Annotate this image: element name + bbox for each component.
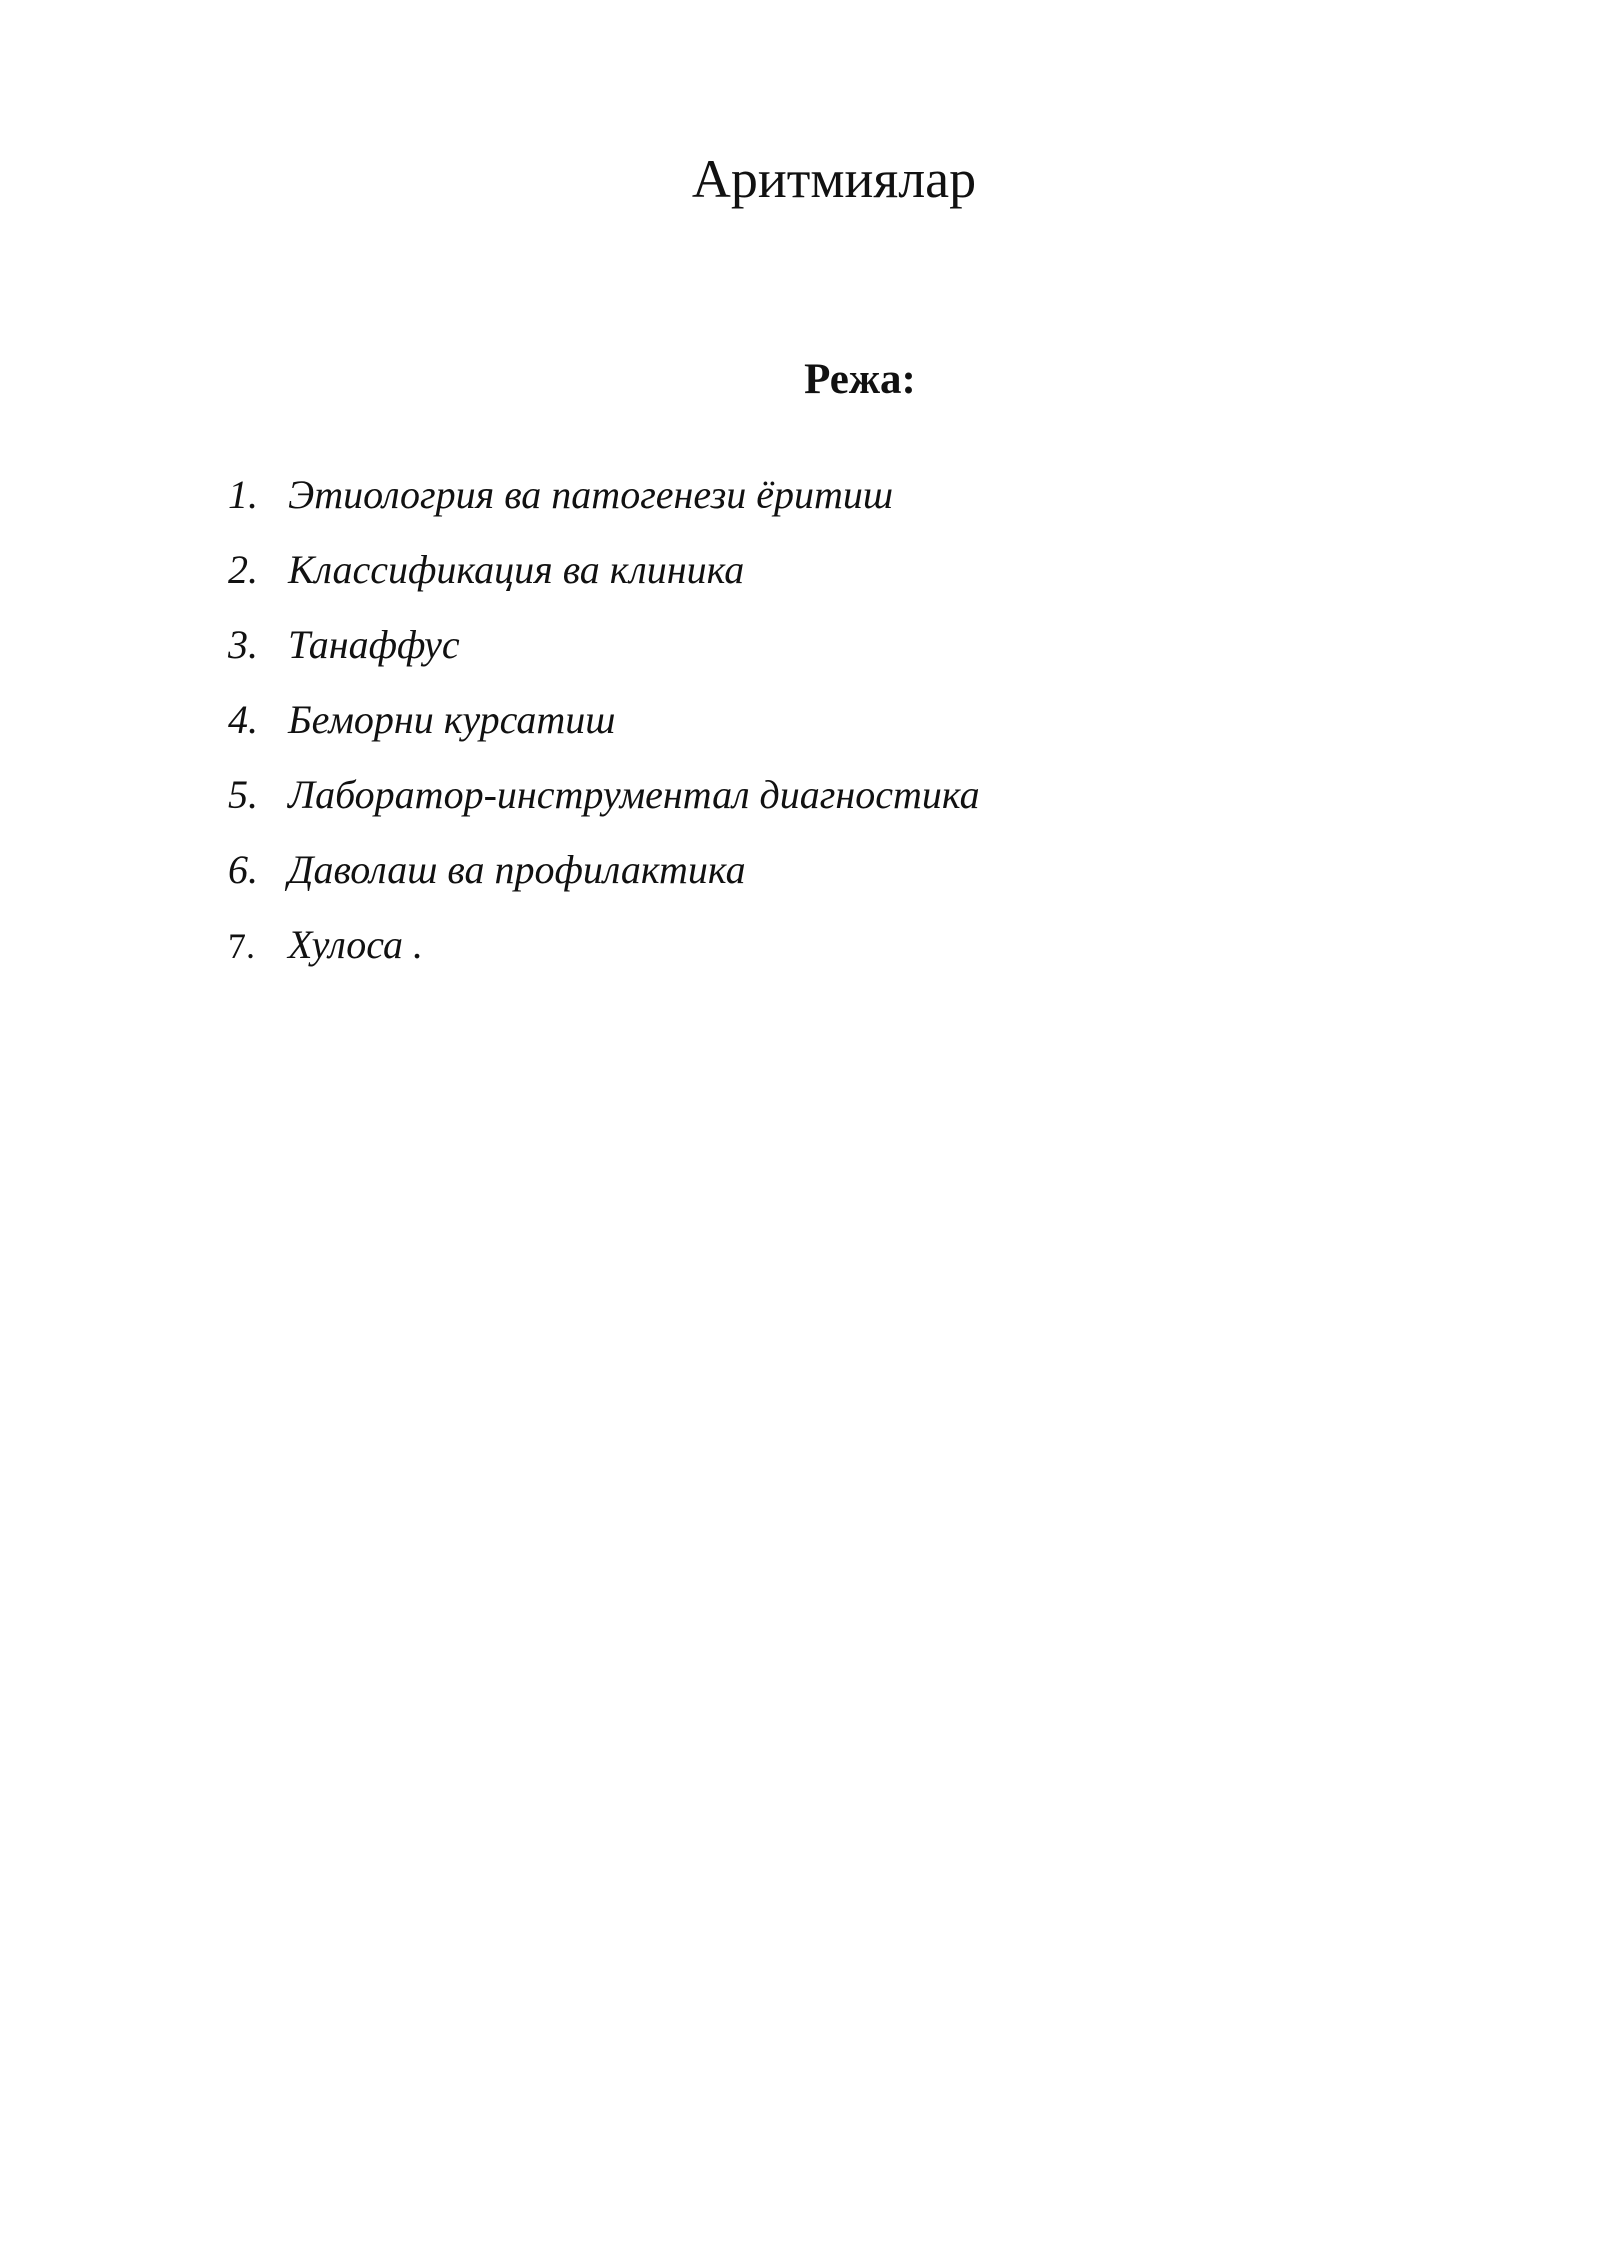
plan-item-3: [228, 620, 980, 695]
document-title: Аритмиялар: [691, 149, 977, 209]
plan-list: [228, 470, 980, 995]
plan-item-text: Классификация ва клиника: [288, 547, 745, 592]
plan-item-text: Даволаш ва профилактика: [288, 847, 746, 892]
plan-item-number: 4.: [228, 697, 258, 742]
plan-item-number: 1.: [228, 472, 258, 517]
plan-item-1: [228, 470, 980, 545]
plan-item-number: 6.: [228, 847, 258, 892]
plan-item-2: [228, 545, 980, 620]
plan-heading: Режа:: [804, 356, 916, 403]
plan-item-7: [228, 920, 980, 995]
plan-item-text: Лаборатор-инструментал диагностика: [288, 772, 980, 817]
plan-item-number: 2.: [228, 547, 258, 592]
plan-item-text: Хулоса .: [288, 922, 423, 967]
plan-item-text: Беморни курсатиш: [288, 697, 616, 742]
plan-item-5: [228, 770, 980, 845]
plan-item-number: 5.: [228, 772, 258, 817]
plan-item-4: [228, 695, 980, 770]
plan-item-text: Этиологрия ва патогенези ёритиш: [288, 472, 894, 517]
plan-item-text: Танаффус: [288, 622, 460, 667]
plan-item-6: [228, 845, 980, 920]
plan-item-number: 7.: [228, 926, 255, 966]
plan-item-number: 3.: [228, 622, 258, 667]
